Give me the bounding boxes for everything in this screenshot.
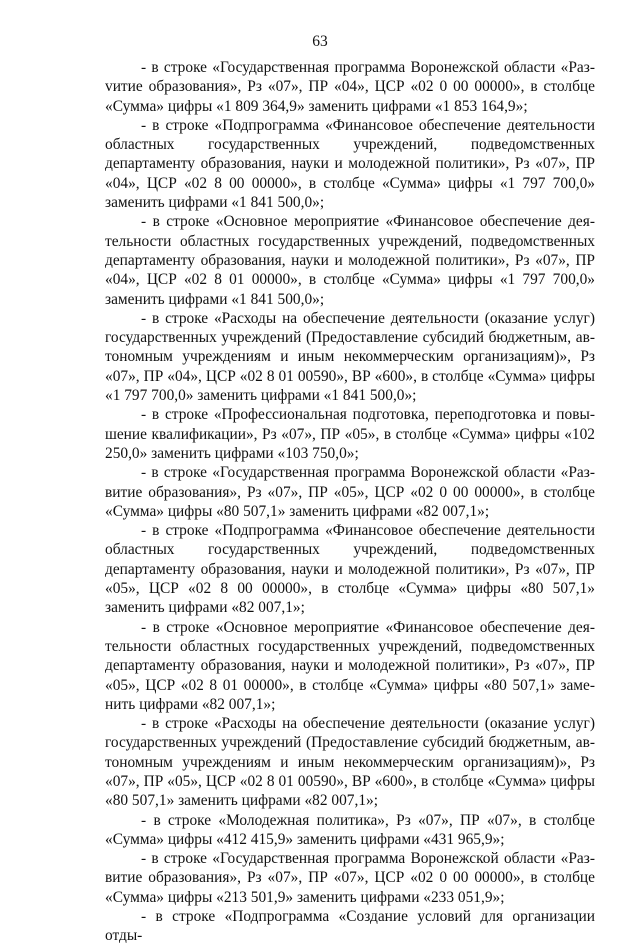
amendment-paragraph: - в строке «Основное мероприятие «Финансовое обеспечение деятельности областных государственных учреждений, подведомственных департаменту образования, науки и молодежной политики», Рз «07», ПР «04», ЦСР «02 8 01 00000», в столбце «Сумма» цифры «1 797 700,0» заменить цифрами «1 841 500,0»; xyxy=(105,213,595,308)
amendment-paragraph: - в строке «Государственная программа Воронежской области «Разvитие образования», Рз «07», ПР «04», ЦСР «02 0 00 00000», в столбце «Сумма» цифры «1 809 364,9» заменить цифрами «1 853 164,9»; xyxy=(105,59,595,115)
amendment-paragraph: - в строке «Расходы на обеспечение деятельности (оказание услуг) государственных учреждений (Предоставление субсидий бюджетным, автономным учреждениям и иным некоммерческим организациям)», Рз «07», ПР «05», ЦСР «02 8 01 00590», ВР «600», в столбце «Сумма» цифры «80 507,1» заменить цифрами «82 007,1»; xyxy=(105,715,595,810)
amendment-paragraph: - в строке «Расходы на обеспечение деятельности (оказание услуг) государственных учреждений (Предоставление субсидий бюджетным, автономным учреждениям и иным некоммерческим организациям)», Рз «07», ПР «04», ЦСР «02 8 01 00590», ВР «600», в столбце «Сумма» цифры «1 797 700,0» заменить цифрами «1 841 500,0»; xyxy=(105,309,595,405)
amendment-paragraph: - в строке «Подпрограмма «Финансовое обеспечение деятельности областных государственных учреждений, подведомственных департаменту образования, науки и молодежной политики», Рз «07», ПР «05», ЦСР «02 8 00 00000», в столбце «Сумма» цифры «80 507,1» заменить цифрами «82 007,1»; xyxy=(105,522,595,617)
document-body xyxy=(105,58,595,946)
amendment-paragraph: - в строке «Профессиональная подготовка, переподготовка и повышение квалификации», Рз «07», ПР «05», в столбце «Сумма» цифры «102 250,0» заменить цифрами «103 750,0»; xyxy=(105,406,595,462)
page-number: 63 xyxy=(312,33,328,50)
amendment-paragraph: - в строке «Подпрограмма «Финансовое обеспечение деятельности областных государственных учреждений, подведомственных департаменту образования, науки и молодежной политики», Рз «07», ПР «04», ЦСР «02 8 00 00000», в столбце «Сумма» цифры «1 797 700,0» заменить цифрами «1 841 500,0»; xyxy=(105,116,595,212)
amendment-paragraph: - в строке «Основное мероприятие «Финансовое обеспечение деятельности областных государственных учреждений, подведомственных департаменту образования, науки и молодежной политики», Рз «07», ПР «05», ЦСР «02 8 01 00000», в столбце «Сумма» цифры «80 507,1» заменить цифрами «82 007,1»; xyxy=(105,618,595,713)
amendment-paragraph: - в строке «Молодежная политика», Рз «07», ПР «07», в столбце «Сумма» цифры «412 415,9» заменить цифрами «431 965,9»; xyxy=(105,811,595,848)
amendment-paragraph: - в строке «Государственная программа Воронежской области «Развитие образования», Рз «07», ПР «07», ЦСР «02 0 00 00000», в столбце «Сумма» цифры «213 501,9» заменить цифрами «233 051,9»; xyxy=(105,850,595,906)
amendment-paragraph: - в строке «Государственная программа Воронежской области «Развитие образования», Рз «07», ПР «05», ЦСР «02 0 00 00000», в столбце «Сумма» цифры «80 507,1» заменить цифрами «82 007,1»; xyxy=(105,464,595,520)
amendment-paragraph: - в строке «Подпрограмма «Создание условий для организации отды- xyxy=(105,908,595,945)
